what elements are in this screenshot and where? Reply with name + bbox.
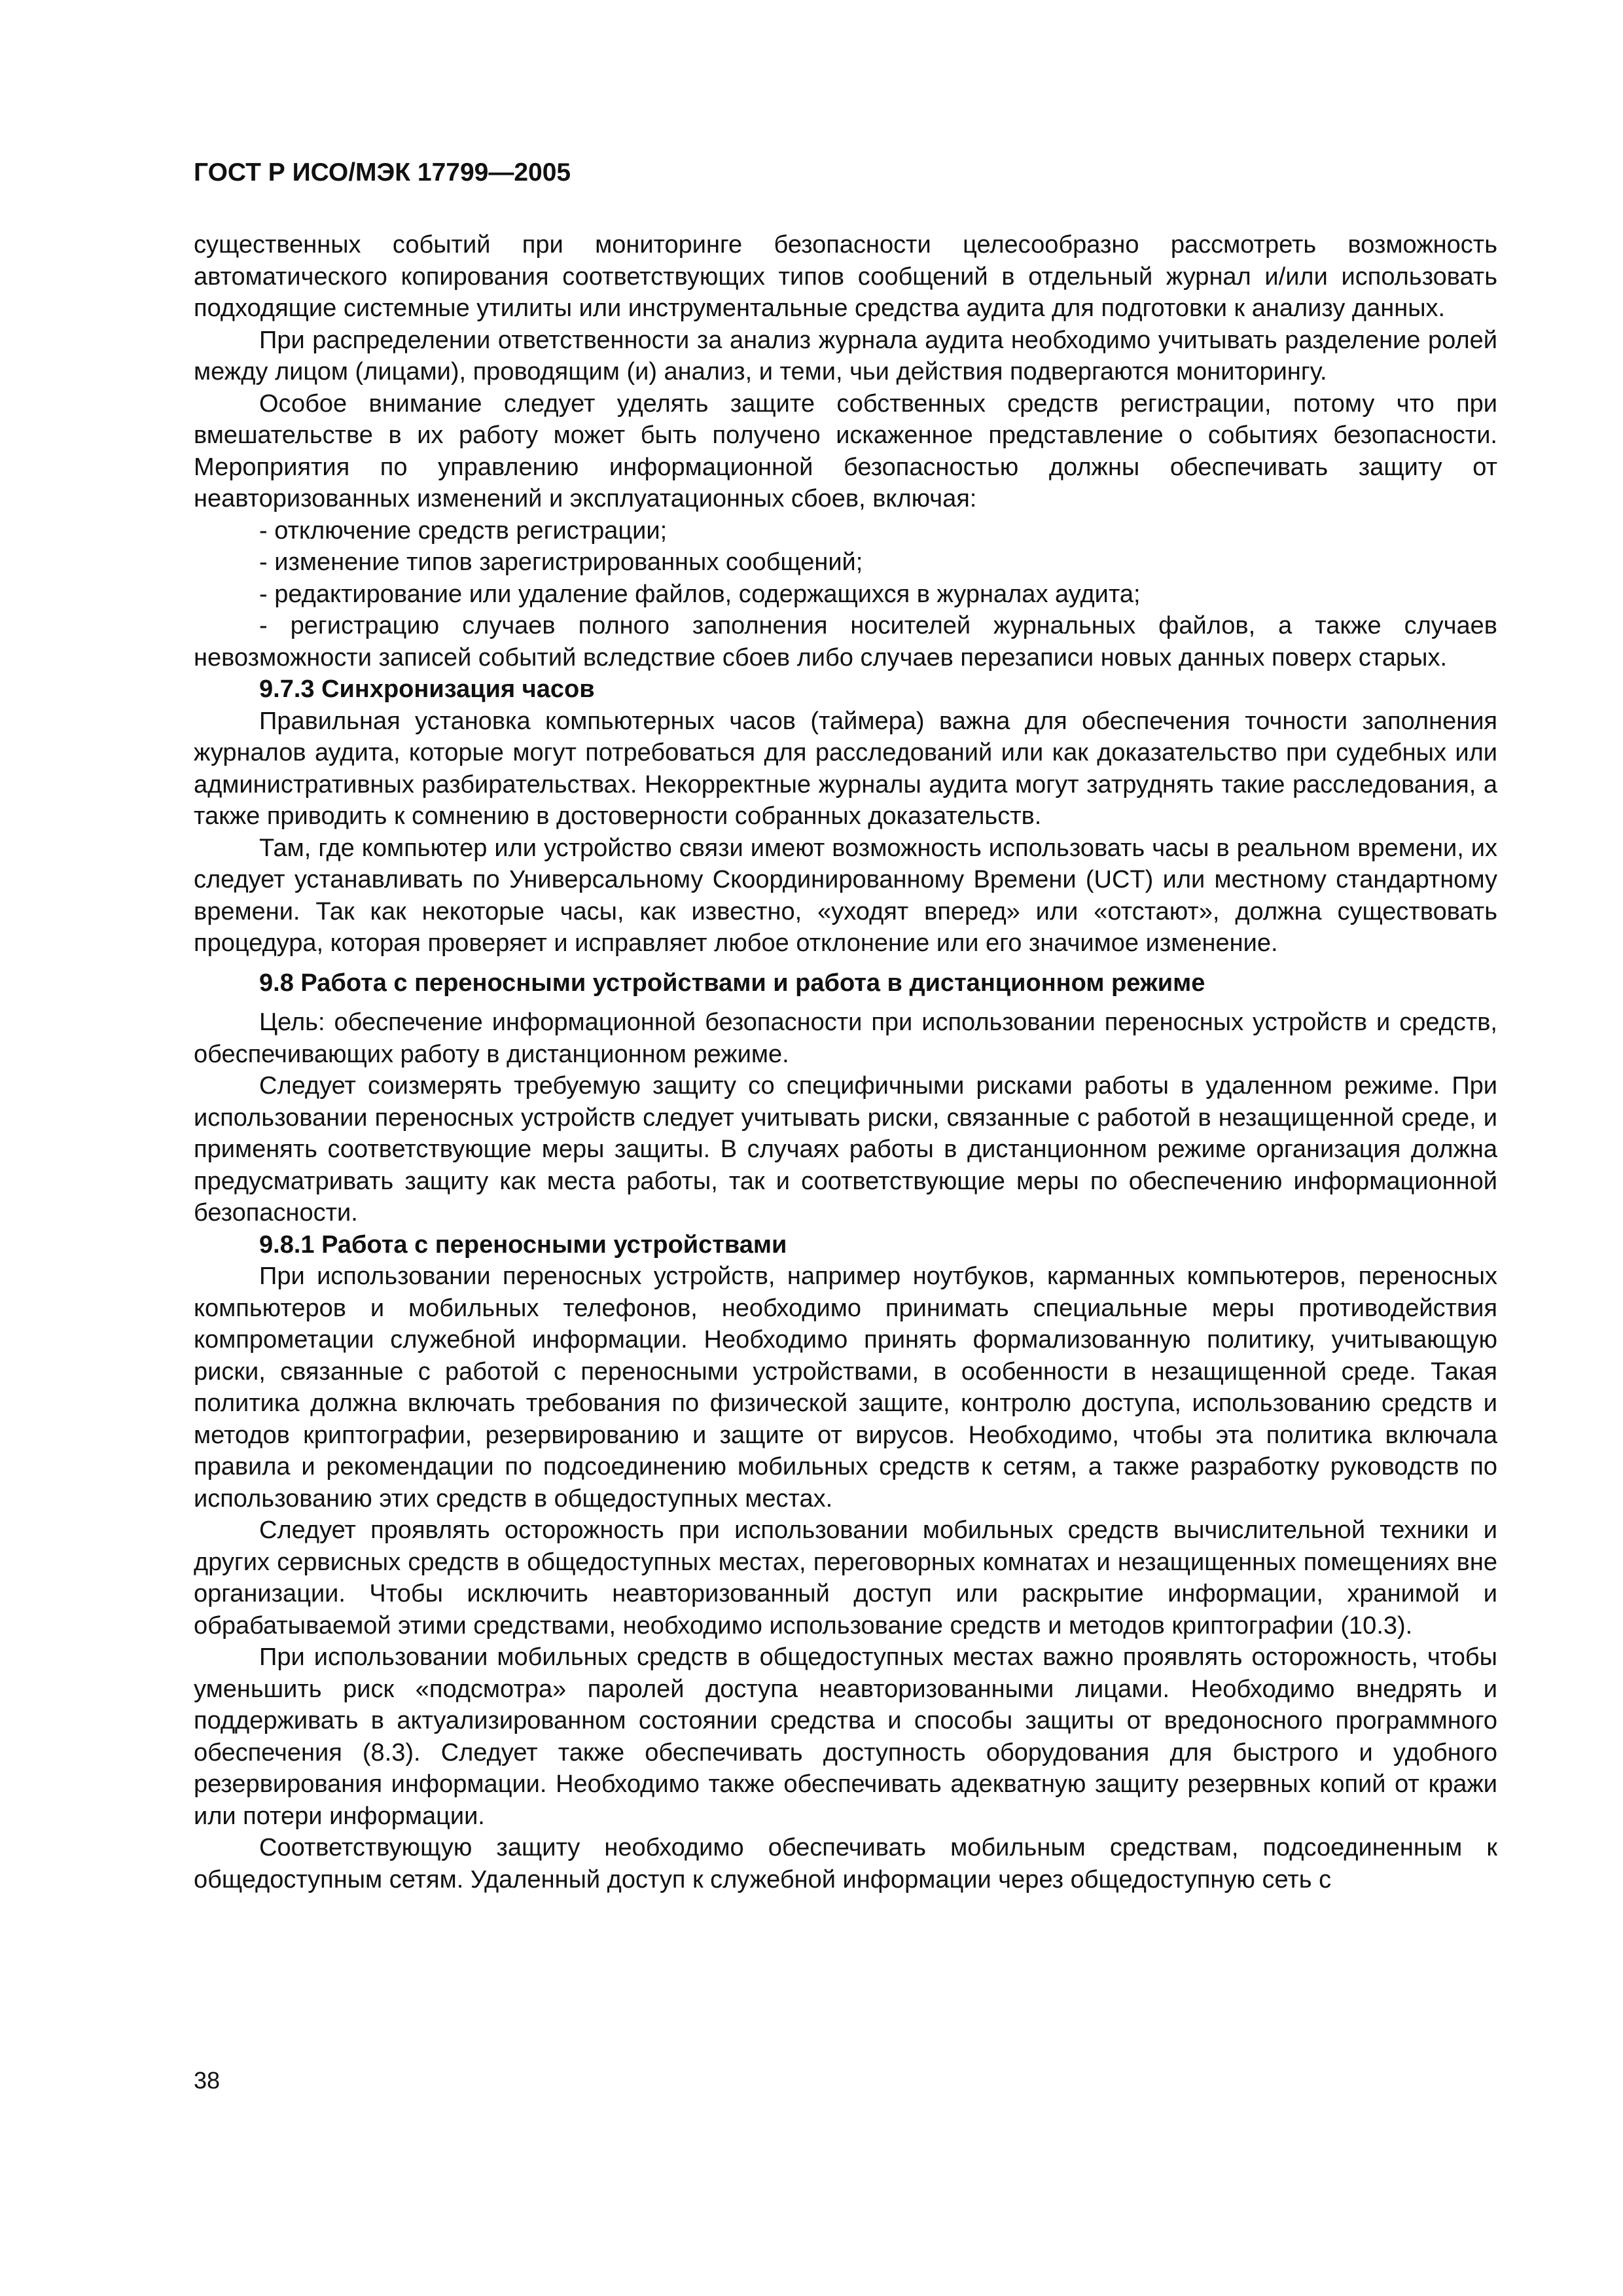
paragraph: Правильная установка компьютерных часов (таймера) важна для обеспечения точности заполнения журналов аудита, которые могут потребоваться для расследований или как доказательство при судебных или административных разбирательствах. Некорректные журналы аудита могут затруднять такие расследования, а также приводить к сомнению в достоверности собранных доказательств. [194, 707, 1497, 830]
document-header: ГОСТ Р ИСО/МЭК 17799—2005 [194, 158, 571, 187]
list-item: - регистрацию случаев полного заполнения носителей журнальных файлов, а также случаев невозможности записей событий вследствие сбоев либо случаев перезаписи новых данных поверх старых. [194, 612, 1497, 672]
paragraph: При использовании переносных устройств, например ноутбуков, карманных компьютеров, переносных компьютеров и мобильных телефонов, необходимо принимать специальные меры противодействия компрометации служебной информации. Необходимо принять формализованную политику, учитывающую риски, связанные с работой с переносными устройствами, в особенности в незащищенной среде. Такая политика должна включать требования по физической защите, контролю доступа, использованию средств и методов криптографии, резервированию и защите от вирусов. Необходимо, чтобы эта политика включала правила и рекомендации по подсоединению мобильных средств к сетям, а также разработку руководств по использованию этих средств в общедоступных местах. [194, 1263, 1497, 1513]
list-item: - отключение средств регистрации; [259, 516, 668, 545]
document-page [194, 157, 1497, 1895]
list-item: - изменение типов зарегистрированных сообщений; [259, 548, 863, 576]
paragraph-goal: Цель: обеспечение информационной безопасности при использовании переносных устройств и средств, обеспечивающих работу в дистанционном режиме. [194, 1009, 1497, 1068]
list-item: - редактирование или удаление файлов, содержащихся в журналах аудита; [259, 580, 1141, 608]
section-heading-9-7-3: 9.7.3 Синхронизация часов [259, 675, 595, 703]
paragraph: Следует соизмерять требуемую защиту со специфичными рисками работы в удаленном режиме. При использовании переносных устройств следует учитывать риски, связанные с работой в незащищенной среде, и применять соответствующие меры защиты. В случаях работы в дистанционном режиме организация должна предусматривать защиту как места работы, так и соответствующие меры по обеспечению информационной безопасности. [194, 1072, 1497, 1227]
paragraph: Особое внимание следует уделять защите собственных средств регистрации, потому что при вмешательстве в их работу может быть получено искаженное представление о событиях безопасности. Мероприятия по управлению информационной безопасностью должны обеспечивать защиту от неавторизованных изменений и эксплуатационных сбоев, включая: [194, 389, 1497, 512]
page-number: 38 [194, 2067, 221, 2094]
paragraph: При распределении ответственности за анализ журнала аудита необходимо учитывать разделение ролей между лицом (лицами), проводящим (и) анализ, и теми, чьи действия подвергаются мониторингу. [194, 326, 1497, 386]
paragraph: Соответствующую защиту необходимо обеспечивать мобильным средствам, подсоединенным к общедоступным сетям. Удаленный доступ к служебной информации через общедоступную сеть с [194, 1834, 1497, 1893]
paragraph: При использовании мобильных средств в общедоступных местах важно проявлять осторожность, чтобы уменьшить риск «подсмотра» паролей доступа неавторизованными лицами. Необходимо внедрять и поддерживать в актуализированном состоянии средства и способы защиты от вредоносного программного обеспечения (8.3). Следует также обеспечивать доступность оборудования для быстрого и удобного резервирования информации. Необходимо также обеспечивать адекватную защиту резервных копий от кражи или потери информации. [194, 1643, 1497, 1830]
section-heading-9-8: 9.8 Работа с переносными устройствами и работа в дистанционном режиме [259, 969, 1205, 997]
paragraph: Там, где компьютер или устройство связи имеют возможность использовать часы в реальном времени, их следует устанавливать по Универсальному Скоординированному Времени (UCT) или местному стандартному времени. Так как некоторые часы, как известно, «уходят вперед» или «отстают», должна существовать процедура, которая проверяет и исправляет любое отклонение или его значимое изменение. [194, 834, 1497, 957]
paragraph: Следует проявлять осторожность при использовании мобильных средств вычислительной техники и других сервисных средств в общедоступных местах, переговорных комнатах и незащищенных помещениях вне организации. Чтобы исключить неавторизованный доступ или раскрытие информации, хранимой и обрабатываемой этими средствами, необходимо использование средств и методов криптографии (10.3). [194, 1516, 1497, 1640]
section-heading-9-8-1: 9.8.1 Работа с переносными устройствами [259, 1230, 787, 1259]
paragraph-continuation: существенных событий при мониторинге безопасности целесообразно рассмотреть возможность автоматического копирования соответствующих типов сообщений в отдельный журнал и/или использовать подходящие системные утилиты или инструментальные средства аудита для подготовки к анализу данных. [194, 231, 1497, 322]
